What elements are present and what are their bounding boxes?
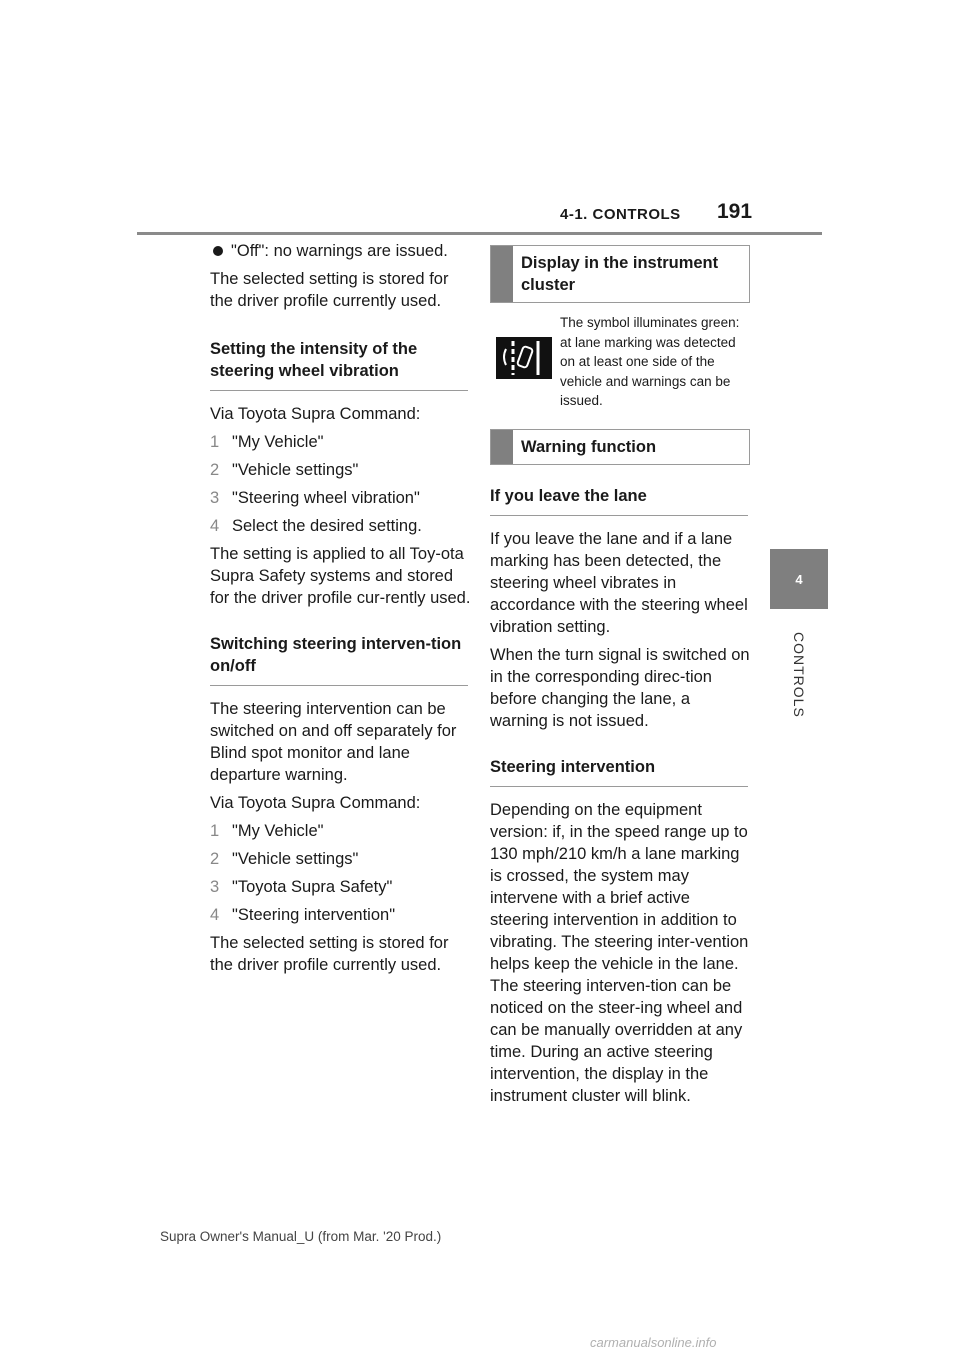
- step-number: 3: [210, 878, 220, 896]
- via-command-1: Via Toyota Supra Command:: [210, 405, 421, 423]
- paragraph-intervention: The steering intervention can be switched on and off separately for Blind spot monitor and lane departure warning.: [210, 700, 457, 784]
- left-column: [210, 240, 472, 982]
- steps-list-1: [210, 431, 472, 537]
- chapter-tab-label-text: CONTROLS: [791, 632, 807, 718]
- bullet-off: [210, 240, 472, 262]
- step-item: [210, 876, 472, 898]
- step-text: "Toyota Supra Safety": [232, 878, 393, 896]
- page-number: 191: [717, 200, 753, 223]
- header-divider: [137, 232, 822, 235]
- step-text: Select the desired setting.: [232, 517, 422, 535]
- heading-leave-lane: If you leave the lane: [490, 485, 748, 516]
- symbol-row: [490, 313, 752, 411]
- paragraph-stored-2: The selected setting is stored for the driver profile currently used.: [210, 934, 449, 974]
- step-item: [210, 848, 472, 870]
- step-text: "My Vehicle": [232, 822, 324, 840]
- step-number: 1: [210, 822, 220, 840]
- steps-list-2: [210, 820, 472, 926]
- step-item: [210, 515, 472, 537]
- symbol-description: The symbol illuminates green: at lane marking was detected on at least one side of the vehicle and warnings can be issued.: [560, 315, 740, 408]
- paragraph-leave-lane: If you leave the lane and if a lane marking has been detected, the steering wheel vibrates in accordance with the steering wheel vibration setting.: [490, 529, 748, 636]
- heading-intensity: Setting the intensity of the steering wheel vibration: [210, 338, 468, 391]
- step-number: 4: [210, 906, 220, 924]
- step-item: [210, 487, 472, 509]
- lane-departure-warning-icon-svg: [496, 337, 552, 379]
- box-heading-display-text: Display in the instrument cluster: [521, 254, 719, 294]
- paragraph-steering-intervention: Depending on the equipment version: if, in the speed range up to 130 mph/210 km/h a lane marking is crossed, the system may intervene with a brief active steering intervention in addition to vibrating. The steering inter-vention helps keep the vehicle in the lane. The steering interven-tion can be noticed on the steer-ing wheel and can be manually overridden at any time. During an active steering intervention, the display in the instrument cluster will blink.: [490, 800, 749, 1105]
- step-number: 2: [210, 461, 220, 479]
- heading-steering-intervention: Steering intervention: [490, 756, 748, 787]
- step-text: "Steering intervention": [232, 906, 396, 924]
- step-text: "My Vehicle": [232, 433, 324, 451]
- bullet-dot-icon: [213, 246, 223, 256]
- right-column: [490, 245, 752, 1113]
- step-item: [210, 904, 472, 926]
- paragraph-turn-signal: When the turn signal is switched on in the corresponding direc-tion before changing the lane, a warning is not issued.: [490, 645, 750, 730]
- step-number: 1: [210, 433, 220, 451]
- bullet-off-text: "Off": no warnings are issued.: [231, 242, 448, 260]
- heading-switching: Switching steering interven-tion on/off: [210, 633, 468, 686]
- step-text: "Steering wheel vibration": [232, 489, 420, 507]
- step-text: "Vehicle settings": [232, 850, 359, 868]
- step-item: [210, 820, 472, 842]
- box-heading-bar: [491, 430, 513, 464]
- footer-manual-title: Supra Owner's Manual_U (from Mar. '20 Prod.): [160, 1229, 442, 1244]
- step-number: 3: [210, 489, 220, 507]
- chapter-tab-label: [770, 620, 828, 730]
- via-command-2: Via Toyota Supra Command:: [210, 794, 421, 812]
- step-number: 4: [210, 517, 220, 535]
- step-item: [210, 431, 472, 453]
- step-text: "Vehicle settings": [232, 461, 359, 479]
- paragraph-stored-1: The selected setting is stored for the driver profile currently used.: [210, 270, 449, 310]
- step-number: 2: [210, 850, 220, 868]
- section-title: 4-1. CONTROLS: [560, 206, 681, 223]
- paragraph-applied: The setting is applied to all Toy-ota Supra Safety systems and stored for the driver profile cur-rently used.: [210, 545, 471, 607]
- chapter-tab-number: 4: [770, 549, 828, 609]
- box-heading-warning-text: Warning function: [521, 437, 657, 456]
- box-heading-warning: [490, 429, 750, 465]
- step-item: [210, 459, 472, 481]
- box-heading-display: [490, 245, 750, 303]
- lane-departure-warning-icon: [496, 337, 552, 379]
- box-heading-bar: [491, 246, 513, 302]
- watermark: carmanualsonline.info: [590, 1335, 717, 1350]
